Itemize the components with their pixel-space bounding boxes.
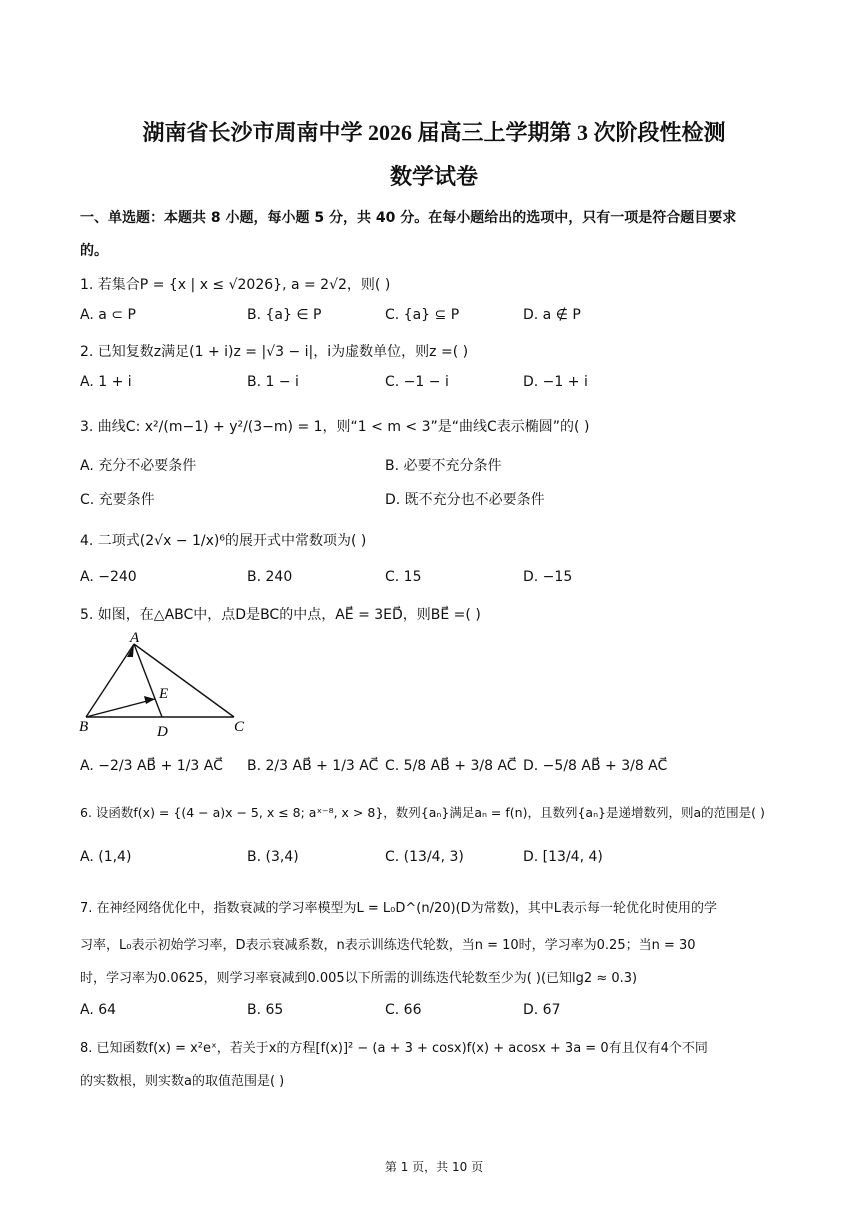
question-4: 4. 二项式(2√x − 1/x)⁶的展开式中常数项为( ) [80,533,367,549]
question-1: 1. 若集合P = {x | x ≤ √2026}, a = 2√2，则( ) [80,277,391,293]
q2-option-a: A. 1 + i [80,374,132,390]
section-heading: 一、单选题：本题共 8 小题，每小题 5 分，共 40 分。在每小题给出的选项中，只有一项是符合题目要求 [80,210,737,226]
question-6: 6. 设函数f(x) = {(4 − a)x − 5, x ≤ 8; aˣ⁻⁸, x > 8}，数列{aₙ}满足aₙ = f(n)，且数列{aₙ}是递增数列，则a的范围是( ) [80,805,765,820]
q6-option-b: B. (3,4) [247,849,299,865]
q1-option-a: A. a ⊂ P [80,307,136,323]
q7-option-a: A. 64 [80,1002,117,1018]
q3-option-c: C. 充要条件 [80,492,155,508]
q3-option-a: A. 充分不必要条件 [80,458,197,474]
q5-option-c: C. 5/8 AB⃗ + 3/8 AC⃗ [385,758,517,774]
q4-option-d: D. −15 [523,569,573,585]
q3-option-b: B. 必要不充分条件 [385,458,502,474]
question-8-line-1: 8. 已知函数f(x) = x²eˣ，若关于x的方程[f(x)]² − (a + 3 + cosx)f(x) + acosx + 3a = 0有且仅有4个不同 [80,1041,708,1056]
q5-option-a: A. −2/3 AB⃗ + 1/3 AC⃗ [80,758,223,774]
label-b: B [79,719,89,735]
question-7-line-2: 习率，L₀表示初始学习率，D表示衰减系数，n表示训练迭代轮数，当n = 10时，学习率为0.25；当n = 30 [80,938,696,953]
question-5: 5. 如图，在△ABC中，点D是BC的中点，AE⃗ = 3ED⃗，则BE⃗ =( ) [80,607,481,623]
q7-option-d: D. 67 [523,1002,561,1018]
label-d: D [157,724,168,740]
q4-option-c: C. 15 [385,569,422,585]
q2-option-d: D. −1 + i [523,374,588,390]
q1-option-c: C. {a} ⊆ P [385,307,460,323]
q7-option-c: C. 66 [385,1002,422,1018]
q1-option-d: D. a ∉ P [523,307,581,323]
q6-option-d: D. [13/4, 4) [523,849,603,865]
page-footer: 第 1 页，共 10 页 [384,1160,484,1174]
q5-option-b: B. 2/3 AB⃗ + 1/3 AC⃗ [247,758,379,774]
q2-option-b: B. 1 − i [247,374,299,390]
question-7-line-1: 7. 在神经网络优化中，指数衰减的学习率模型为L = L₀D^(n/20)(D为常数)，其中L表示每一轮优化时使用的学 [80,901,717,916]
q3-option-d: D. 既不充分也不必要条件 [385,492,545,508]
section-heading-cont: 的。 [80,243,108,259]
edge-ac [134,644,234,717]
label-a: A [130,630,140,646]
q6-option-a: A. (1,4) [80,849,132,865]
page-subtitle: 数学试卷 [389,164,478,189]
triangle-figure [76,630,256,742]
q2-option-c: C. −1 − i [385,374,449,390]
q5-option-d: D. −5/8 AB⃗ + 3/8 AC⃗ [523,758,668,774]
label-c: C [234,719,245,735]
question-7-line-3: 时，学习率为0.0625，则学习率衰减到0.005以下所需的训练迭代轮数至少为( )(已知lg2 ≈ 0.3) [80,971,638,986]
q4-option-a: A. −240 [80,569,137,585]
q6-option-c: C. (13/4, 3) [385,849,464,865]
q4-option-b: B. 240 [247,569,293,585]
page-title: 湖南省长沙市周南中学 2026 届高三上学期第 3 次阶段性检测 [142,120,726,145]
question-3: 3. 曲线C: x²/(m−1) + y²/(3−m) = 1，则“1 < m < 3”是“曲线C表示椭圆”的( ) [80,419,590,435]
q7-option-b: B. 65 [247,1002,284,1018]
label-e: E [159,686,169,702]
question-2: 2. 已知复数z满足(1 + i)z = |√3 − i|，i为虚数单位，则z =( ) [80,344,469,360]
q1-option-b: B. {a} ∈ P [247,307,322,323]
question-8-line-2: 的实数根，则实数a的取值范围是( ) [80,1074,285,1089]
